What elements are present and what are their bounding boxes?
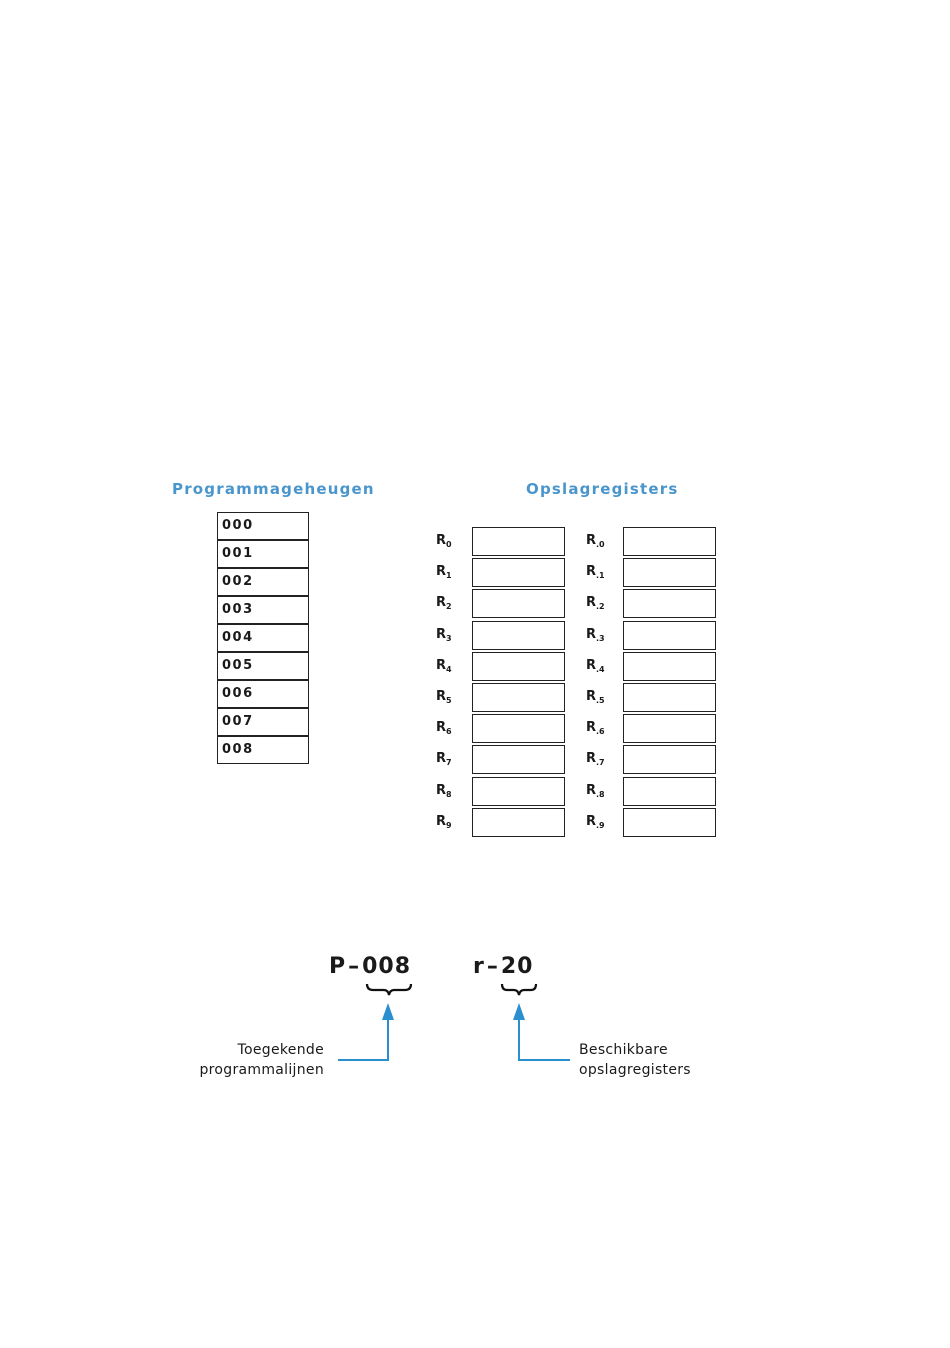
program-memory-heading: Programmageheugen xyxy=(172,480,375,498)
program-memory-line: 001 xyxy=(217,540,309,568)
register-code-value: 20 xyxy=(500,954,534,979)
register-label-subscript: 3 xyxy=(446,633,452,643)
register-label-subscript: .4 xyxy=(596,664,605,674)
register-label-base: R xyxy=(586,533,597,548)
register-label-base: R xyxy=(586,720,597,736)
register-label-subscript: 1 xyxy=(446,571,452,581)
register-label-base: R xyxy=(436,657,447,673)
program-memory-line: 002 xyxy=(217,568,309,596)
register-label-subscript: .8 xyxy=(596,789,605,799)
register-brace xyxy=(502,984,536,995)
register-label-base: R xyxy=(586,657,597,673)
register-label-subscript: 9 xyxy=(446,820,452,830)
program-lines-caption xyxy=(199,1040,324,1080)
program-code-value: 008 xyxy=(362,954,412,979)
register-label-base: R xyxy=(586,595,597,611)
register-label-base: R xyxy=(436,626,447,642)
register-label-subscript: 5 xyxy=(446,696,452,705)
register-label-subscript: 7 xyxy=(446,758,452,768)
register-label-subscript: .6 xyxy=(596,727,605,737)
program-memory-line: 007 xyxy=(217,708,309,736)
register-label-base: R xyxy=(586,626,597,642)
register-label-subscript: 4 xyxy=(446,664,452,674)
program-lines-caption-line-1: Toegekende xyxy=(237,1042,324,1058)
register-label-base: R xyxy=(586,564,597,580)
register-arrow-line xyxy=(519,1018,570,1060)
program-memory-line: 005 xyxy=(217,652,309,680)
register-label-subscript: .9 xyxy=(596,820,605,830)
register-label-subscript: 8 xyxy=(446,789,452,799)
register-label-base: R xyxy=(586,751,597,767)
register-arrow-head xyxy=(513,1003,525,1020)
program-memory-line: 006 xyxy=(217,680,309,708)
register-label-base: R xyxy=(436,595,447,611)
program-memory-line: 000 xyxy=(217,512,309,540)
register-label-subscript: .0 xyxy=(596,540,605,549)
program-arrow-line xyxy=(338,1018,388,1060)
register-label-base: R xyxy=(436,751,447,767)
program-memory-line: 003 xyxy=(217,596,309,624)
storage-registers-heading: Opslagregisters xyxy=(526,480,679,498)
program-memory-line: 004 xyxy=(217,624,309,652)
register-label-subscript: .2 xyxy=(596,602,605,612)
register-label-base: R xyxy=(436,689,447,704)
register-label-subscript: .1 xyxy=(596,571,605,581)
program-memory-line: 008 xyxy=(217,736,309,764)
program-arrow-head xyxy=(382,1003,394,1020)
register-label-subscript: .5 xyxy=(596,696,605,705)
register-label-base: R xyxy=(586,813,597,829)
register-label-subscript: .3 xyxy=(596,633,605,643)
register-label-base: R xyxy=(436,782,447,798)
register-label-base: R xyxy=(436,813,447,829)
registers-caption-line-1: Beschikbare xyxy=(579,1042,668,1058)
register-label-subscript: .7 xyxy=(596,758,605,768)
register-label-base: R xyxy=(586,782,597,798)
program-brace xyxy=(367,984,411,995)
registers-caption xyxy=(579,1040,691,1080)
register-label-base: R xyxy=(586,689,597,704)
program-code-prefix: P xyxy=(329,954,347,979)
register-label-base: R xyxy=(436,720,447,736)
register-label-base: R xyxy=(436,533,447,548)
program-lines-caption-line-2: programmalijnen xyxy=(199,1062,324,1078)
register-label-subscript: 0 xyxy=(446,540,452,549)
register-code-dash: – xyxy=(486,954,499,979)
registers-caption-line-2: opslagregisters xyxy=(579,1062,691,1078)
register-code-prefix: r xyxy=(473,954,485,979)
register-label-subscript: 2 xyxy=(446,602,452,612)
register-label-base: R xyxy=(436,564,447,580)
register-label-subscript: 6 xyxy=(446,727,452,737)
program-code-dash: – xyxy=(348,954,361,979)
